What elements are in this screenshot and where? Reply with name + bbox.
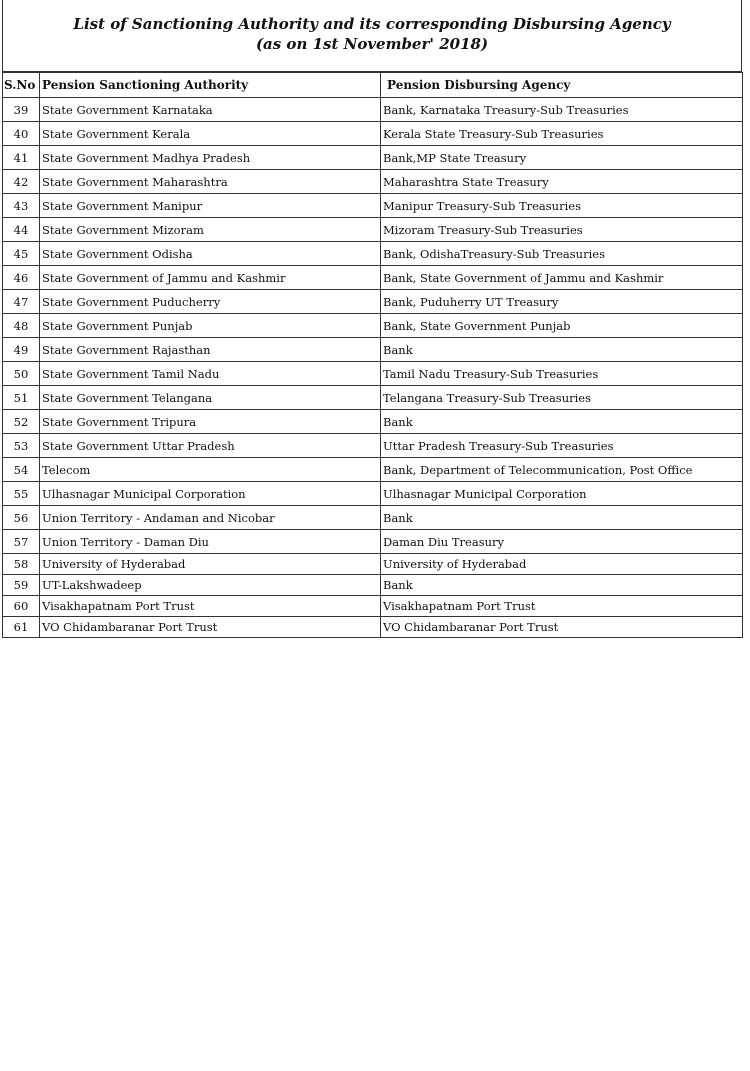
cell-agency: Visakhapatnam Port Trust [381, 596, 743, 617]
cell-sno: 43 [3, 194, 40, 218]
cell-sno: 58 [3, 554, 40, 575]
table-row [3, 482, 743, 506]
cell-sno: 56 [3, 506, 40, 530]
cell-authority: State Government Telangana [40, 386, 381, 410]
cell-sno: 50 [3, 362, 40, 386]
table-row [3, 554, 743, 575]
cell-sno: 47 [3, 290, 40, 314]
cell-authority: University of Hyderabad [40, 554, 381, 575]
cell-agency: Tamil Nadu Treasury-Sub Treasuries [381, 362, 743, 386]
cell-sno: 51 [3, 386, 40, 410]
table-row [3, 170, 743, 194]
table-row [3, 242, 743, 266]
cell-authority: State Government Puducherry [40, 290, 381, 314]
cell-sno: 59 [3, 575, 40, 596]
title-block [2, 0, 742, 72]
cell-agency: Bank, OdishaTreasury-Sub Treasuries [381, 242, 743, 266]
cell-agency: Bank,MP State Treasury [381, 146, 743, 170]
authority-table [2, 72, 743, 638]
cell-authority: State Government Tamil Nadu [40, 362, 381, 386]
cell-sno: 61 [3, 617, 40, 638]
table-row [3, 266, 743, 290]
cell-agency: Bank, State Government Punjab [381, 314, 743, 338]
cell-sno: 40 [3, 122, 40, 146]
header-authority: Pension Sanctioning Authority [40, 73, 381, 98]
cell-authority: VO Chidambaranar Port Trust [40, 617, 381, 638]
cell-agency: Daman Diu Treasury [381, 530, 743, 554]
cell-sno: 42 [3, 170, 40, 194]
cell-authority: State Government Punjab [40, 314, 381, 338]
cell-sno: 60 [3, 596, 40, 617]
cell-authority: State Government Karnataka [40, 98, 381, 122]
cell-authority: State Government Mizoram [40, 218, 381, 242]
cell-agency: Bank [381, 338, 743, 362]
cell-sno: 57 [3, 530, 40, 554]
document-title: List of Sanctioning Authority and its corresponding Disbursing Agency [73, 15, 671, 33]
table-header-row [3, 73, 743, 98]
cell-agency: Ulhasnagar Municipal Corporation [381, 482, 743, 506]
cell-sno: 55 [3, 482, 40, 506]
cell-sno: 52 [3, 410, 40, 434]
cell-agency: Mizoram Treasury-Sub Treasuries [381, 218, 743, 242]
cell-authority: UT-Lakshwadeep [40, 575, 381, 596]
table-row [3, 617, 743, 638]
cell-agency: Bank, State Government of Jammu and Kashmir [381, 266, 743, 290]
cell-agency: Uttar Pradesh Treasury-Sub Treasuries [381, 434, 743, 458]
cell-agency: Bank [381, 410, 743, 434]
table-row [3, 338, 743, 362]
cell-agency: Bank, Karnataka Treasury-Sub Treasuries [381, 98, 743, 122]
cell-agency: Kerala State Treasury-Sub Treasuries [381, 122, 743, 146]
table-row [3, 410, 743, 434]
cell-sno: 53 [3, 434, 40, 458]
cell-agency: University of Hyderabad [381, 554, 743, 575]
cell-agency: Bank [381, 575, 743, 596]
cell-authority: State Government of Jammu and Kashmir [40, 266, 381, 290]
cell-sno: 44 [3, 218, 40, 242]
cell-sno: 54 [3, 458, 40, 482]
cell-authority: State Government Maharashtra [40, 170, 381, 194]
cell-agency: Manipur Treasury-Sub Treasuries [381, 194, 743, 218]
cell-authority: State Government Rajasthan [40, 338, 381, 362]
cell-sno: 45 [3, 242, 40, 266]
cell-authority: State Government Tripura [40, 410, 381, 434]
table-row [3, 458, 743, 482]
table-row [3, 314, 743, 338]
cell-authority: State Government Manipur [40, 194, 381, 218]
cell-authority: State Government Uttar Pradesh [40, 434, 381, 458]
cell-authority: Union Territory - Andaman and Nicobar [40, 506, 381, 530]
cell-agency: Telangana Treasury-Sub Treasuries [381, 386, 743, 410]
cell-sno: 46 [3, 266, 40, 290]
table-row [3, 575, 743, 596]
cell-sno: 39 [3, 98, 40, 122]
cell-sno: 48 [3, 314, 40, 338]
table-row [3, 362, 743, 386]
cell-authority: State Government Kerala [40, 122, 381, 146]
cell-authority: Visakhapatnam Port Trust [40, 596, 381, 617]
table-row [3, 218, 743, 242]
header-sno: S.No [3, 73, 40, 98]
cell-agency: Bank, Department of Telecommunication, Post Office [381, 458, 743, 482]
table-row [3, 530, 743, 554]
table-row [3, 98, 743, 122]
table-row [3, 596, 743, 617]
cell-authority: Ulhasnagar Municipal Corporation [40, 482, 381, 506]
table-row [3, 122, 743, 146]
document-subtitle: (as on 1st November' 2018) [255, 35, 489, 53]
table-row [3, 146, 743, 170]
cell-authority: Telecom [40, 458, 381, 482]
cell-sno: 41 [3, 146, 40, 170]
document-sheet [2, 0, 742, 638]
cell-authority: Union Territory - Daman Diu [40, 530, 381, 554]
table-row [3, 194, 743, 218]
table-row [3, 506, 743, 530]
cell-agency: VO Chidambaranar Port Trust [381, 617, 743, 638]
header-agency: Pension Disbursing Agency [381, 73, 743, 98]
table-row [3, 434, 743, 458]
table-row [3, 290, 743, 314]
cell-agency: Bank [381, 506, 743, 530]
cell-authority: State Government Odisha [40, 242, 381, 266]
cell-agency: Maharashtra State Treasury [381, 170, 743, 194]
cell-agency: Bank, Puduherry UT Treasury [381, 290, 743, 314]
cell-authority: State Government Madhya Pradesh [40, 146, 381, 170]
table-row [3, 386, 743, 410]
cell-sno: 49 [3, 338, 40, 362]
